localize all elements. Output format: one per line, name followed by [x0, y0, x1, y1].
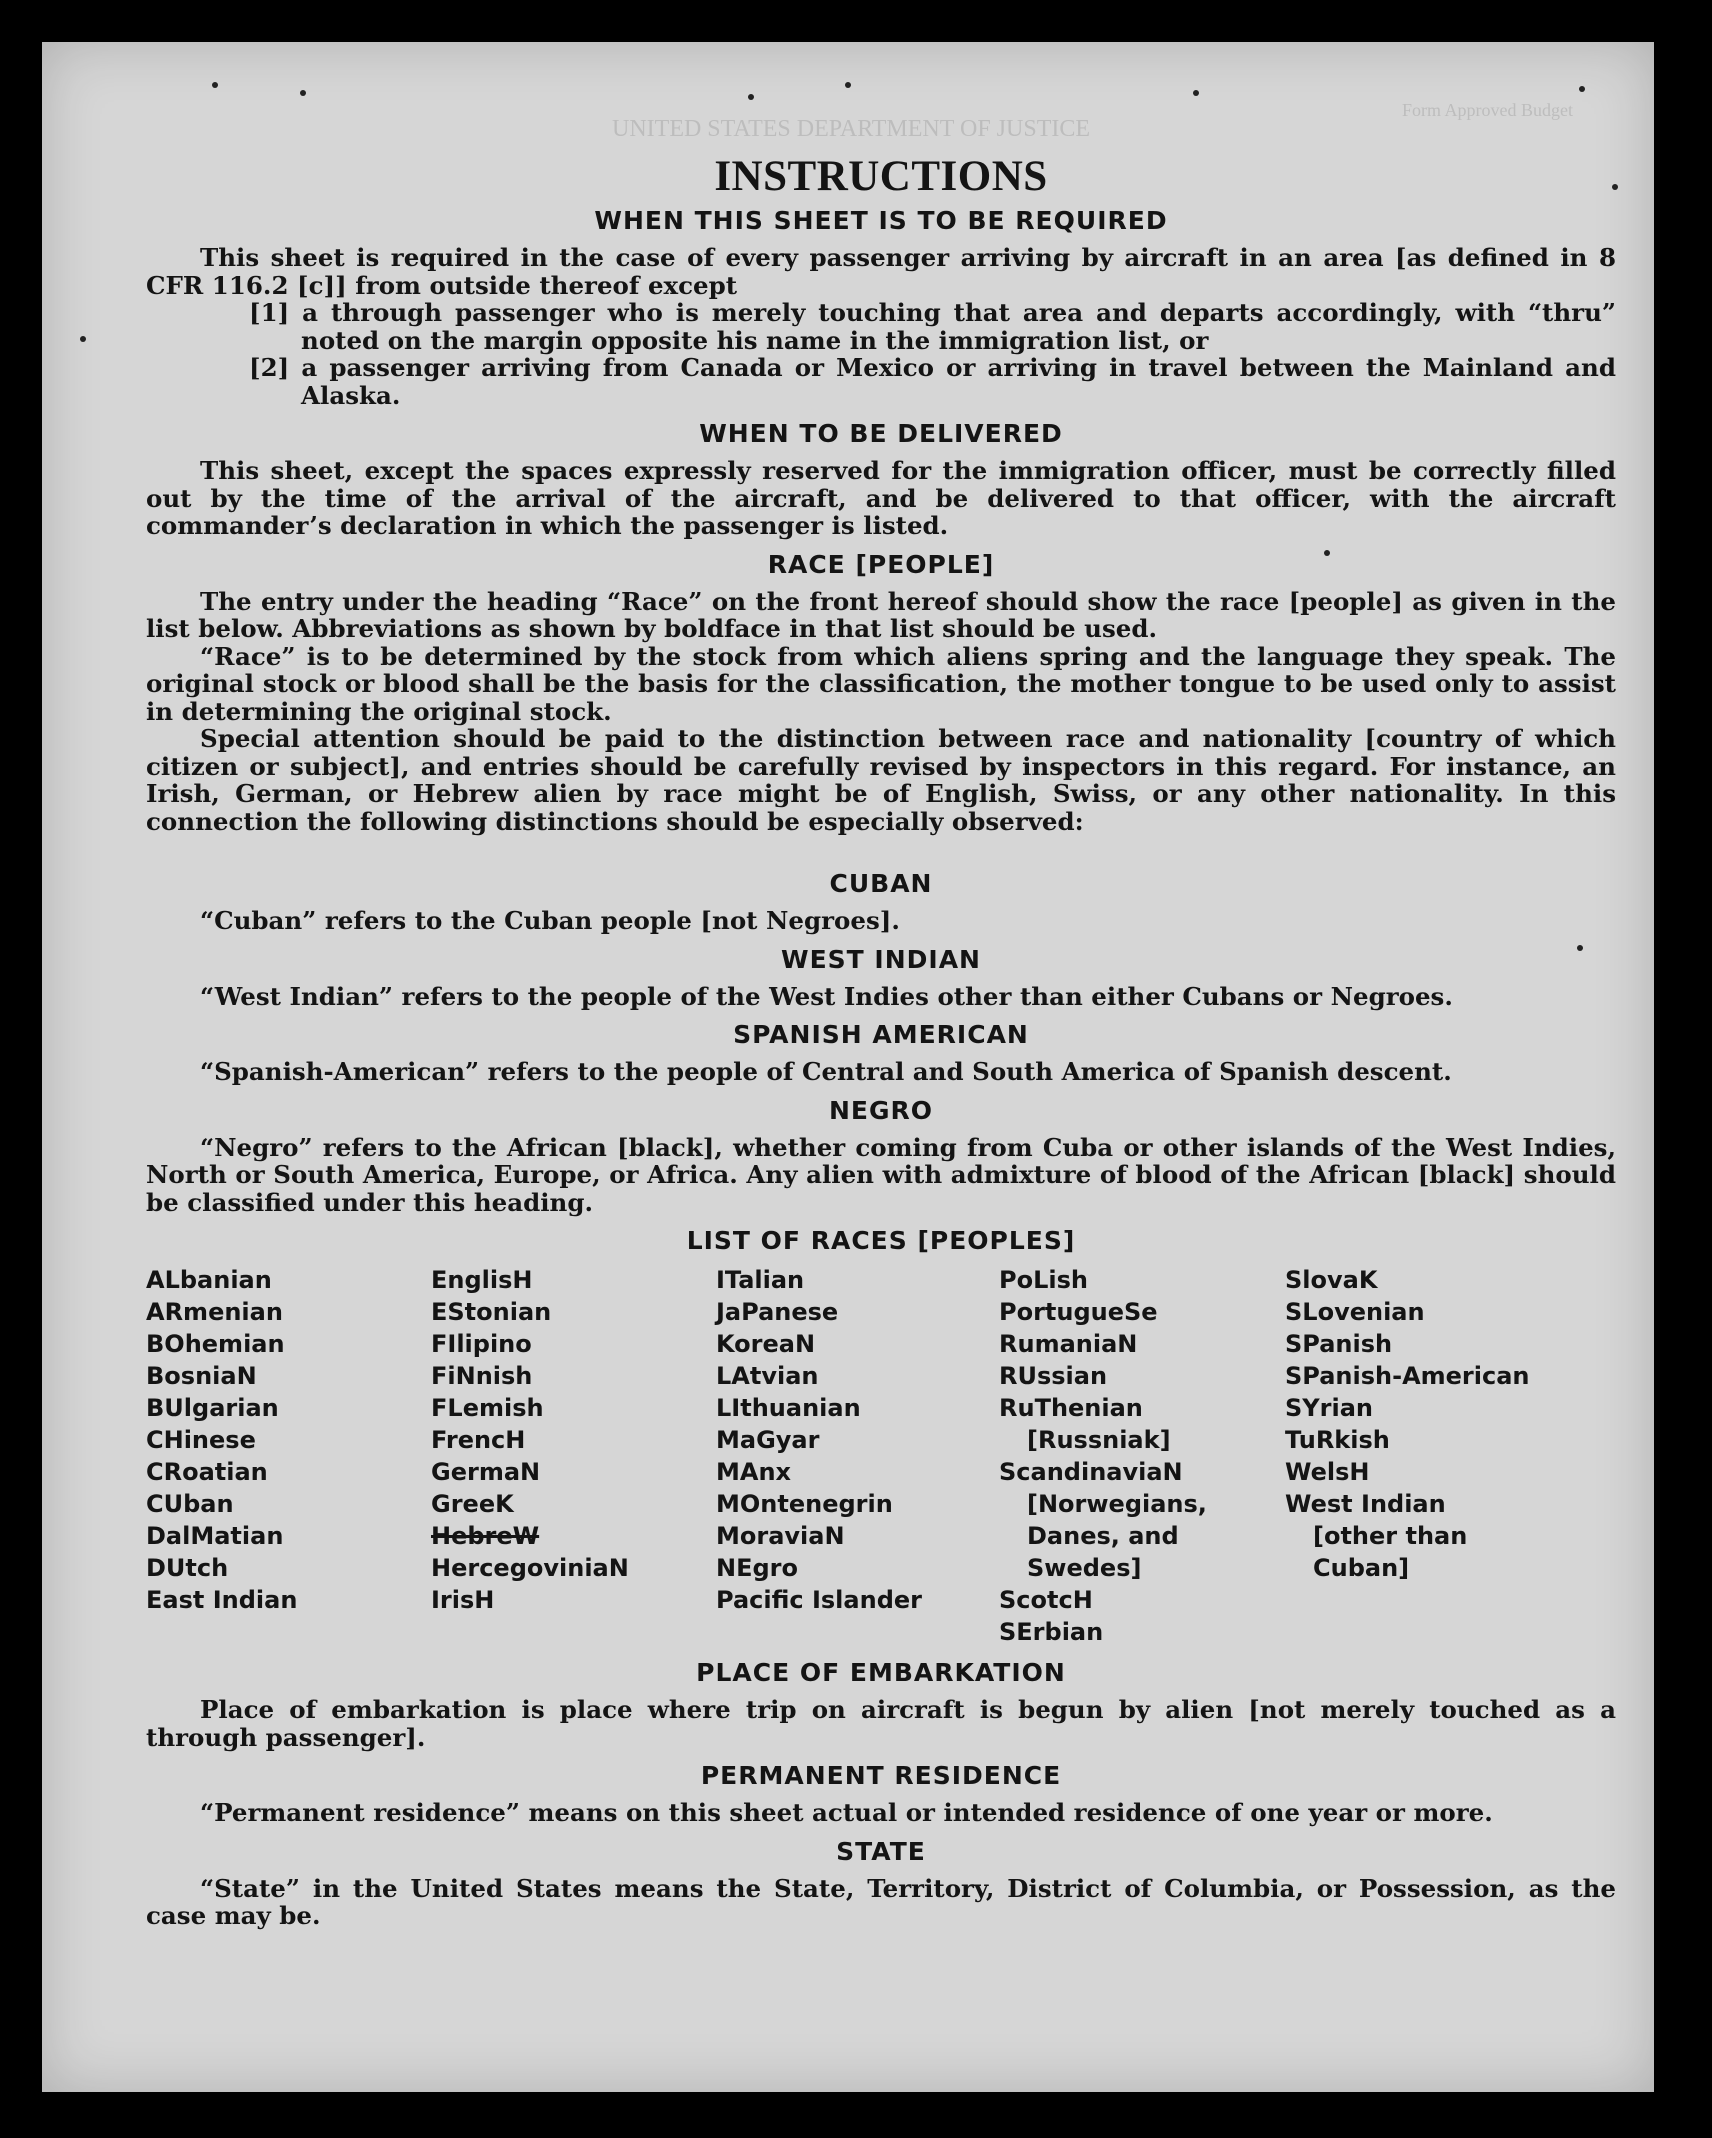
race-item: BOhemian [146, 1330, 285, 1358]
race-item: MoraviaN [716, 1522, 845, 1550]
race-item: BosniaN [146, 1362, 257, 1390]
section-heading: WHEN TO BE DELIVERED [699, 419, 1063, 448]
bleed-through: UNITED STATES DEPARTMENT OF JUSTICE [612, 116, 1091, 142]
race-item: EStonian [431, 1298, 552, 1326]
race-item: East Indian [146, 1586, 298, 1614]
race-item: ARmenian [146, 1298, 283, 1326]
paragraph: “West Indian” refers to the people of the West Indies other than either Cubans or Negroes. [200, 981, 1453, 1011]
race-item: GermaN [431, 1458, 541, 1486]
section-heading: NEGRO [828, 1095, 934, 1125]
speck [845, 82, 851, 88]
race-item: FrencH [431, 1426, 526, 1454]
section-heading: STATE [836, 1836, 926, 1866]
paragraph: “Spanish-American” refers to the people of Central and South America of Spanish descent. [200, 1057, 1452, 1086]
section-heading: PERMANENT RESIDENCE [700, 1761, 1062, 1790]
race-item: IrisH [431, 1586, 495, 1614]
race-item: RuThenian [Russniak] [999, 1394, 1171, 1454]
race-item: RUssian [999, 1362, 1108, 1390]
instructions-content [146, 152, 1616, 1930]
paragraph: This sheet is required in the case of every passenger arriving by aircraft in an area [as defined in 8 CFR 116.2 [c]] from outside thereof except [146, 243, 1616, 300]
race-item: BUlgarian [146, 1394, 279, 1422]
race-item: CHinese [146, 1426, 256, 1454]
race-item: SPanish-American [1285, 1362, 1530, 1390]
race-item: ALbanian [146, 1266, 272, 1294]
bleed-through: Form Approved Budget [1402, 100, 1573, 120]
list-item: [2] a passenger arriving from Canada or Mexico or arriving in travel between the Mainland and Alaska. [249, 353, 1616, 410]
race-column [431, 1264, 716, 1648]
paragraph: Special attention should be paid to the distinction between race and nationality [country of which citizen or subject], and entries should be carefully revised by inspectors in this regard. For instance, an Irish, German, or Hebrew alien by race might be of English, Swiss, or any other nationality. In this connection the following distinctions should be especially observed: [146, 724, 1616, 836]
section-heading: CUBAN [829, 869, 933, 898]
page-title: INSTRUCTIONS [714, 153, 1048, 200]
race-item: CRoatian [146, 1458, 268, 1486]
section-heading: WEST INDIAN [781, 944, 981, 974]
section-heading: LIST OF RACES [PEOPLES] [686, 1226, 1076, 1255]
race-item: MaGyar [716, 1426, 820, 1454]
race-item: SlovaK [1285, 1266, 1378, 1294]
race-item: TuRkish [1285, 1426, 1390, 1454]
race-column [716, 1264, 999, 1648]
speck [80, 336, 86, 342]
race-item: West Indian [other than Cuban] [1285, 1490, 1468, 1582]
race-item: ITalian [716, 1266, 805, 1294]
race-item: FiNnish [431, 1362, 533, 1390]
race-item: PortugueSe [999, 1298, 1158, 1326]
race-item: FIlipino [431, 1330, 532, 1358]
race-item: ScandinaviaN [Norwegians, Danes, and Swedes] [999, 1458, 1207, 1582]
race-item: SYrian [1285, 1394, 1374, 1422]
race-item: SLovenian [1285, 1298, 1425, 1326]
race-item: DUtch [146, 1554, 229, 1582]
speck [212, 82, 218, 88]
race-item: EnglisH [431, 1266, 533, 1294]
paragraph: “State” in the United States means the State, Territory, District of Columbia, or Possession, as the case may be. [146, 1873, 1616, 1930]
paragraph: “Race” is to be determined by the stock from which aliens spring and the language they speak. The original stock or blood shall be the basis for the classification, the mother tongue to be used only to assist in determining the original stock. [146, 641, 1616, 726]
race-item: Pacific Islander [716, 1586, 922, 1614]
section-heading: RACE [PEOPLE] [767, 549, 995, 579]
race-item: MOntenegrin [716, 1490, 893, 1518]
race-item: DalMatian [146, 1522, 284, 1550]
speck [300, 90, 306, 96]
section-heading: SPANISH AMERICAN [733, 1020, 1029, 1049]
paragraph: The entry under the heading “Race” on the front hereof should show the race [people] as given in the list below. Abbreviations as shown by boldface in that list should be used. [146, 586, 1616, 643]
race-item: LIthuanian [716, 1394, 861, 1422]
section-heading: WHEN THIS SHEET IS TO BE REQUIRED [594, 206, 1168, 235]
race-column [146, 1264, 431, 1648]
document-sheet [42, 42, 1654, 2092]
list-item: [1] a through passenger who is merely touching that area and departs accordingly, with “thru” noted on the margin opposite his name in the immigration list, or [249, 298, 1616, 355]
paragraph: Place of embarkation is place where trip on aircraft is begun by alien [not merely touched as a through passenger]. [146, 1695, 1616, 1752]
race-item: ScotcH [999, 1586, 1093, 1614]
race-item: JaPanese [716, 1298, 839, 1326]
race-item: SPanish [1285, 1330, 1393, 1358]
race-item: WelsH [1285, 1458, 1370, 1486]
race-item: KoreaN [716, 1330, 816, 1358]
section-heading: PLACE OF EMBARKATION [696, 1658, 1066, 1687]
speck [1579, 86, 1585, 92]
paragraph: “Permanent residence” means on this sheet actual or intended residence of one year or more. [200, 1798, 1493, 1827]
race-item: LAtvian [716, 1362, 819, 1390]
race-item: HercegoviniaN [431, 1554, 629, 1582]
race-item: GreeK [431, 1490, 514, 1518]
paragraph: “Negro” refers to the African [black], whether coming from Cuba or other islands of the West Indies, North or South America, Europe, or Africa. Any alien with admixture of blood of the African [black] should be classified under this heading. [146, 1132, 1616, 1217]
race-item: RumaniaN [999, 1330, 1138, 1358]
race-item: MAnx [716, 1458, 792, 1486]
race-item: CUban [146, 1490, 234, 1518]
race-item: SErbian [999, 1618, 1104, 1646]
race-item: FLemish [431, 1394, 544, 1422]
speck [748, 94, 754, 100]
race-list [146, 1264, 1616, 1648]
speck [1193, 90, 1199, 96]
race-column [1285, 1264, 1535, 1648]
race-column [999, 1264, 1285, 1648]
race-item: PoLish [999, 1266, 1088, 1294]
race-item-struck: HebreW [431, 1522, 540, 1550]
race-item: NEgro [716, 1554, 798, 1582]
paragraph: This sheet, except the spaces expressly reserved for the immigration officer, must be correctly filled out by the time of the arrival of the aircraft, and be delivered to that officer, with the aircraft commander’s declaration in which the passenger is listed. [146, 456, 1616, 540]
paragraph: “Cuban” refers to the Cuban people [not Negroes]. [200, 906, 900, 935]
